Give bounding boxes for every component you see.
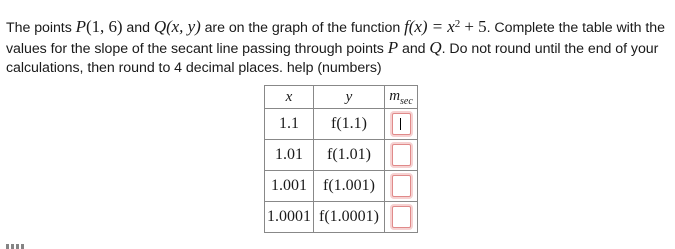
function-exponent: 2 (454, 18, 461, 30)
f-value (314, 202, 385, 233)
problem-text-2: and (122, 20, 154, 36)
x-value: 1.001 (265, 171, 314, 202)
f-value-text: f(1.1) (331, 115, 367, 132)
table-row (265, 202, 418, 233)
cropped-text-fragment (6, 244, 26, 249)
x-value: 1.01 (265, 140, 314, 171)
point-q-reference: Q (429, 38, 442, 57)
f-value-text: f(1.0001) (319, 208, 379, 225)
f-value (314, 140, 385, 171)
help-link[interactable]: help (numbers) (286, 60, 382, 76)
header-m-subscript: sec (400, 95, 413, 107)
f-value (314, 171, 385, 202)
f-value (314, 109, 385, 140)
problem-statement (6, 15, 668, 78)
table-row (265, 109, 418, 140)
x-value: 1.0001 (265, 202, 314, 233)
answer-cell (385, 140, 418, 171)
answer-cell (385, 171, 418, 202)
problem-text-3: are on the graph of the function (200, 20, 405, 36)
point-p-coords: (1, 6) (85, 17, 123, 36)
function-definition: f(x) = x (404, 17, 455, 36)
answer-cell (385, 109, 418, 140)
header-x: x (265, 86, 314, 109)
table-header-row (265, 86, 418, 109)
answer-cell (385, 202, 418, 233)
header-y: y (314, 86, 385, 109)
answer-input[interactable] (392, 113, 411, 135)
f-value-text: f(1.01) (327, 146, 371, 163)
problem-text-5: and (398, 41, 430, 57)
point-p-name: P (75, 17, 86, 36)
answer-input[interactable] (392, 175, 411, 197)
point-p-reference: P (387, 38, 399, 57)
function-constant: + 5 (460, 17, 487, 36)
answer-input[interactable] (392, 144, 411, 166)
problem-text-4: . Complete the table with the values for the slope of the secant line passing through points (6, 20, 665, 57)
problem-text-1: The points (6, 20, 76, 36)
header-m-sec (385, 86, 418, 109)
header-m: m (389, 87, 401, 104)
table-row (265, 140, 418, 171)
secant-slope-table (264, 85, 418, 233)
problem-text-6: . Do not round until the end of your calculations, then round to 4 decimal places. (6, 41, 659, 76)
f-value-text: f(1.001) (323, 177, 375, 194)
point-q-name: Q (153, 17, 167, 36)
table-row (265, 171, 418, 202)
answer-input[interactable] (392, 206, 411, 228)
point-q-coords: (x, y) (166, 17, 201, 36)
x-value: 1.1 (265, 109, 314, 140)
